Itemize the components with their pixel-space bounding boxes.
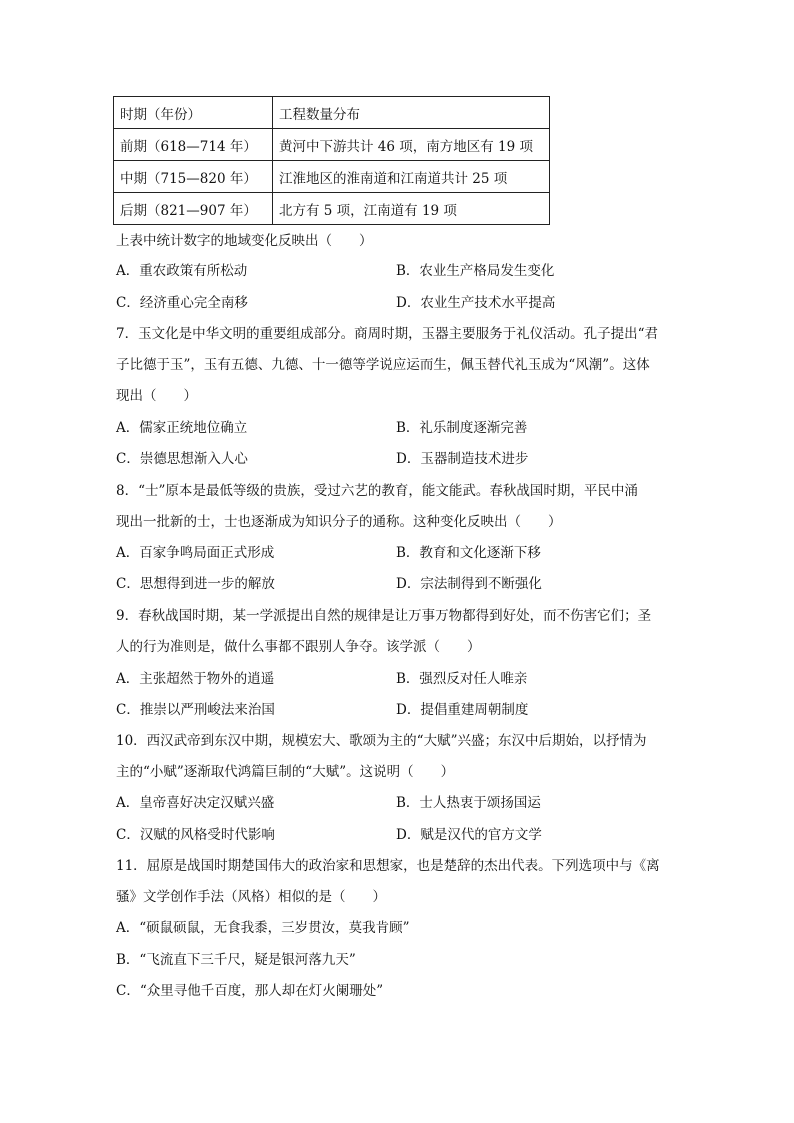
question-7-stem-line-3: 现出（ ）	[116, 388, 197, 404]
table-cell: 江淮地区的淮南道和江南道共计 25 项	[273, 161, 550, 193]
question-8-stem-line-1: 8．“士”原本是最低等级的贵族，受过六艺的教育，能文能武。春秋战国时期，平民中涌	[116, 483, 638, 499]
table-row	[114, 129, 550, 161]
table-cell: 中期（715—820 年）	[114, 161, 273, 193]
question-6-option-a: A．重农政策有所松动	[116, 263, 248, 279]
question-11-option-a: A．“硕鼠硕鼠，无食我黍，三岁贯汝，莫我肯顾”	[116, 920, 410, 936]
question-11-stem-line-2: 骚》文学创作手法（风格）相似的是（ ）	[116, 889, 386, 905]
question-7-option-b: B．礼乐制度逐渐完善	[396, 420, 528, 436]
question-10-stem-line-2: 主的“小赋”逐渐取代鸿篇巨制的“大赋”。这说明（ ）	[116, 764, 455, 780]
question-7-option-d: D．玉器制造技术进步	[396, 451, 529, 467]
table-header-cell: 工程数量分布	[273, 97, 550, 129]
table-row	[114, 161, 550, 193]
question-8-option-b: B．教育和文化逐渐下移	[396, 545, 541, 561]
table-cell: 后期（821—907 年）	[114, 193, 273, 225]
question-7-stem-line-1: 7．玉文化是中华文明的重要组成部分。商周时期，玉器主要服务于礼仪活动。孔子提出“君	[116, 326, 658, 342]
question-8-option-c: C．思想得到进一步的解放	[116, 576, 275, 592]
question-9-option-a: A．主张超然于物外的逍遥	[116, 671, 275, 687]
question-10-option-c: C．汉赋的风格受时代影响	[116, 827, 275, 843]
question-8-option-a: A．百家争鸣局面正式形成	[116, 545, 275, 561]
question-7-stem-line-2: 子比德于玉”，玉有五德、九德、十一德等学说应运而生，佩玉替代礼玉成为“风潮”。这体	[116, 357, 650, 373]
question-7-option-a: A．儒家正统地位确立	[116, 420, 248, 436]
table-header-row	[114, 97, 550, 129]
question-9-option-b: B．强烈反对任人唯亲	[396, 671, 528, 687]
question-6-option-b: B．农业生产格局发生变化	[396, 263, 555, 279]
question-11-stem-line-1: 11．屈原是战国时期楚国伟大的政治家和思想家，也是楚辞的杰出代表。下列选项中与《离	[116, 858, 660, 874]
question-10-option-d: D．赋是汉代的官方文学	[396, 827, 542, 843]
question-11-option-b: B．“飞流直下三千尺，疑是银河落九天”	[116, 952, 356, 968]
table-cell: 前期（618—714 年）	[114, 129, 273, 161]
question-6-option-d: D．农业生产技术水平提高	[396, 295, 556, 311]
question-11-option-c: C．“众里寻他千百度，那人却在灯火阑珊处”	[116, 983, 384, 999]
question-10-option-b: B．士人热衷于颂扬国运	[396, 795, 541, 811]
table-row	[114, 193, 550, 225]
question-9-stem-line-1: 9．春秋战国时期，某一学派提出自然的规律是让万事万物都得到好处，而不伤害它们；圣	[116, 608, 652, 624]
question-10-option-a: A．皇帝喜好决定汉赋兴盛	[116, 795, 275, 811]
question-10-stem-line-1: 10．西汉武帝到东汉中期，规模宏大、歌颂为主的“大赋”兴盛；东汉中后期始，以抒情为	[116, 733, 647, 749]
table-cell: 北方有 5 项，江南道有 19 项	[273, 193, 550, 225]
table-cell: 黄河中下游共计 46 项，南方地区有 19 项	[273, 129, 550, 161]
irrigation-projects-table	[113, 96, 550, 225]
question-9-option-c: C．推崇以严刑峻法来治国	[116, 702, 275, 718]
question-7-option-c: C．崇德思想渐入人心	[116, 451, 248, 467]
question-9-stem-line-2: 人的行为准则是，做什么事都不跟别人争夺。该学派（ ）	[116, 639, 481, 655]
question-8-option-d: D．宗法制得到不断强化	[396, 576, 542, 592]
question-9-option-d: D．提倡重建周朝制度	[396, 702, 529, 718]
question-6-option-c: C．经济重心完全南移	[116, 295, 248, 311]
table-header-cell: 时期（年份）	[114, 97, 273, 129]
question-8-stem-line-2: 现出一批新的士，士也逐渐成为知识分子的通称。这种变化反映出（ ）	[116, 514, 562, 530]
question-6-stem: 上表中统计数字的地域变化反映出（ ）	[116, 233, 373, 249]
